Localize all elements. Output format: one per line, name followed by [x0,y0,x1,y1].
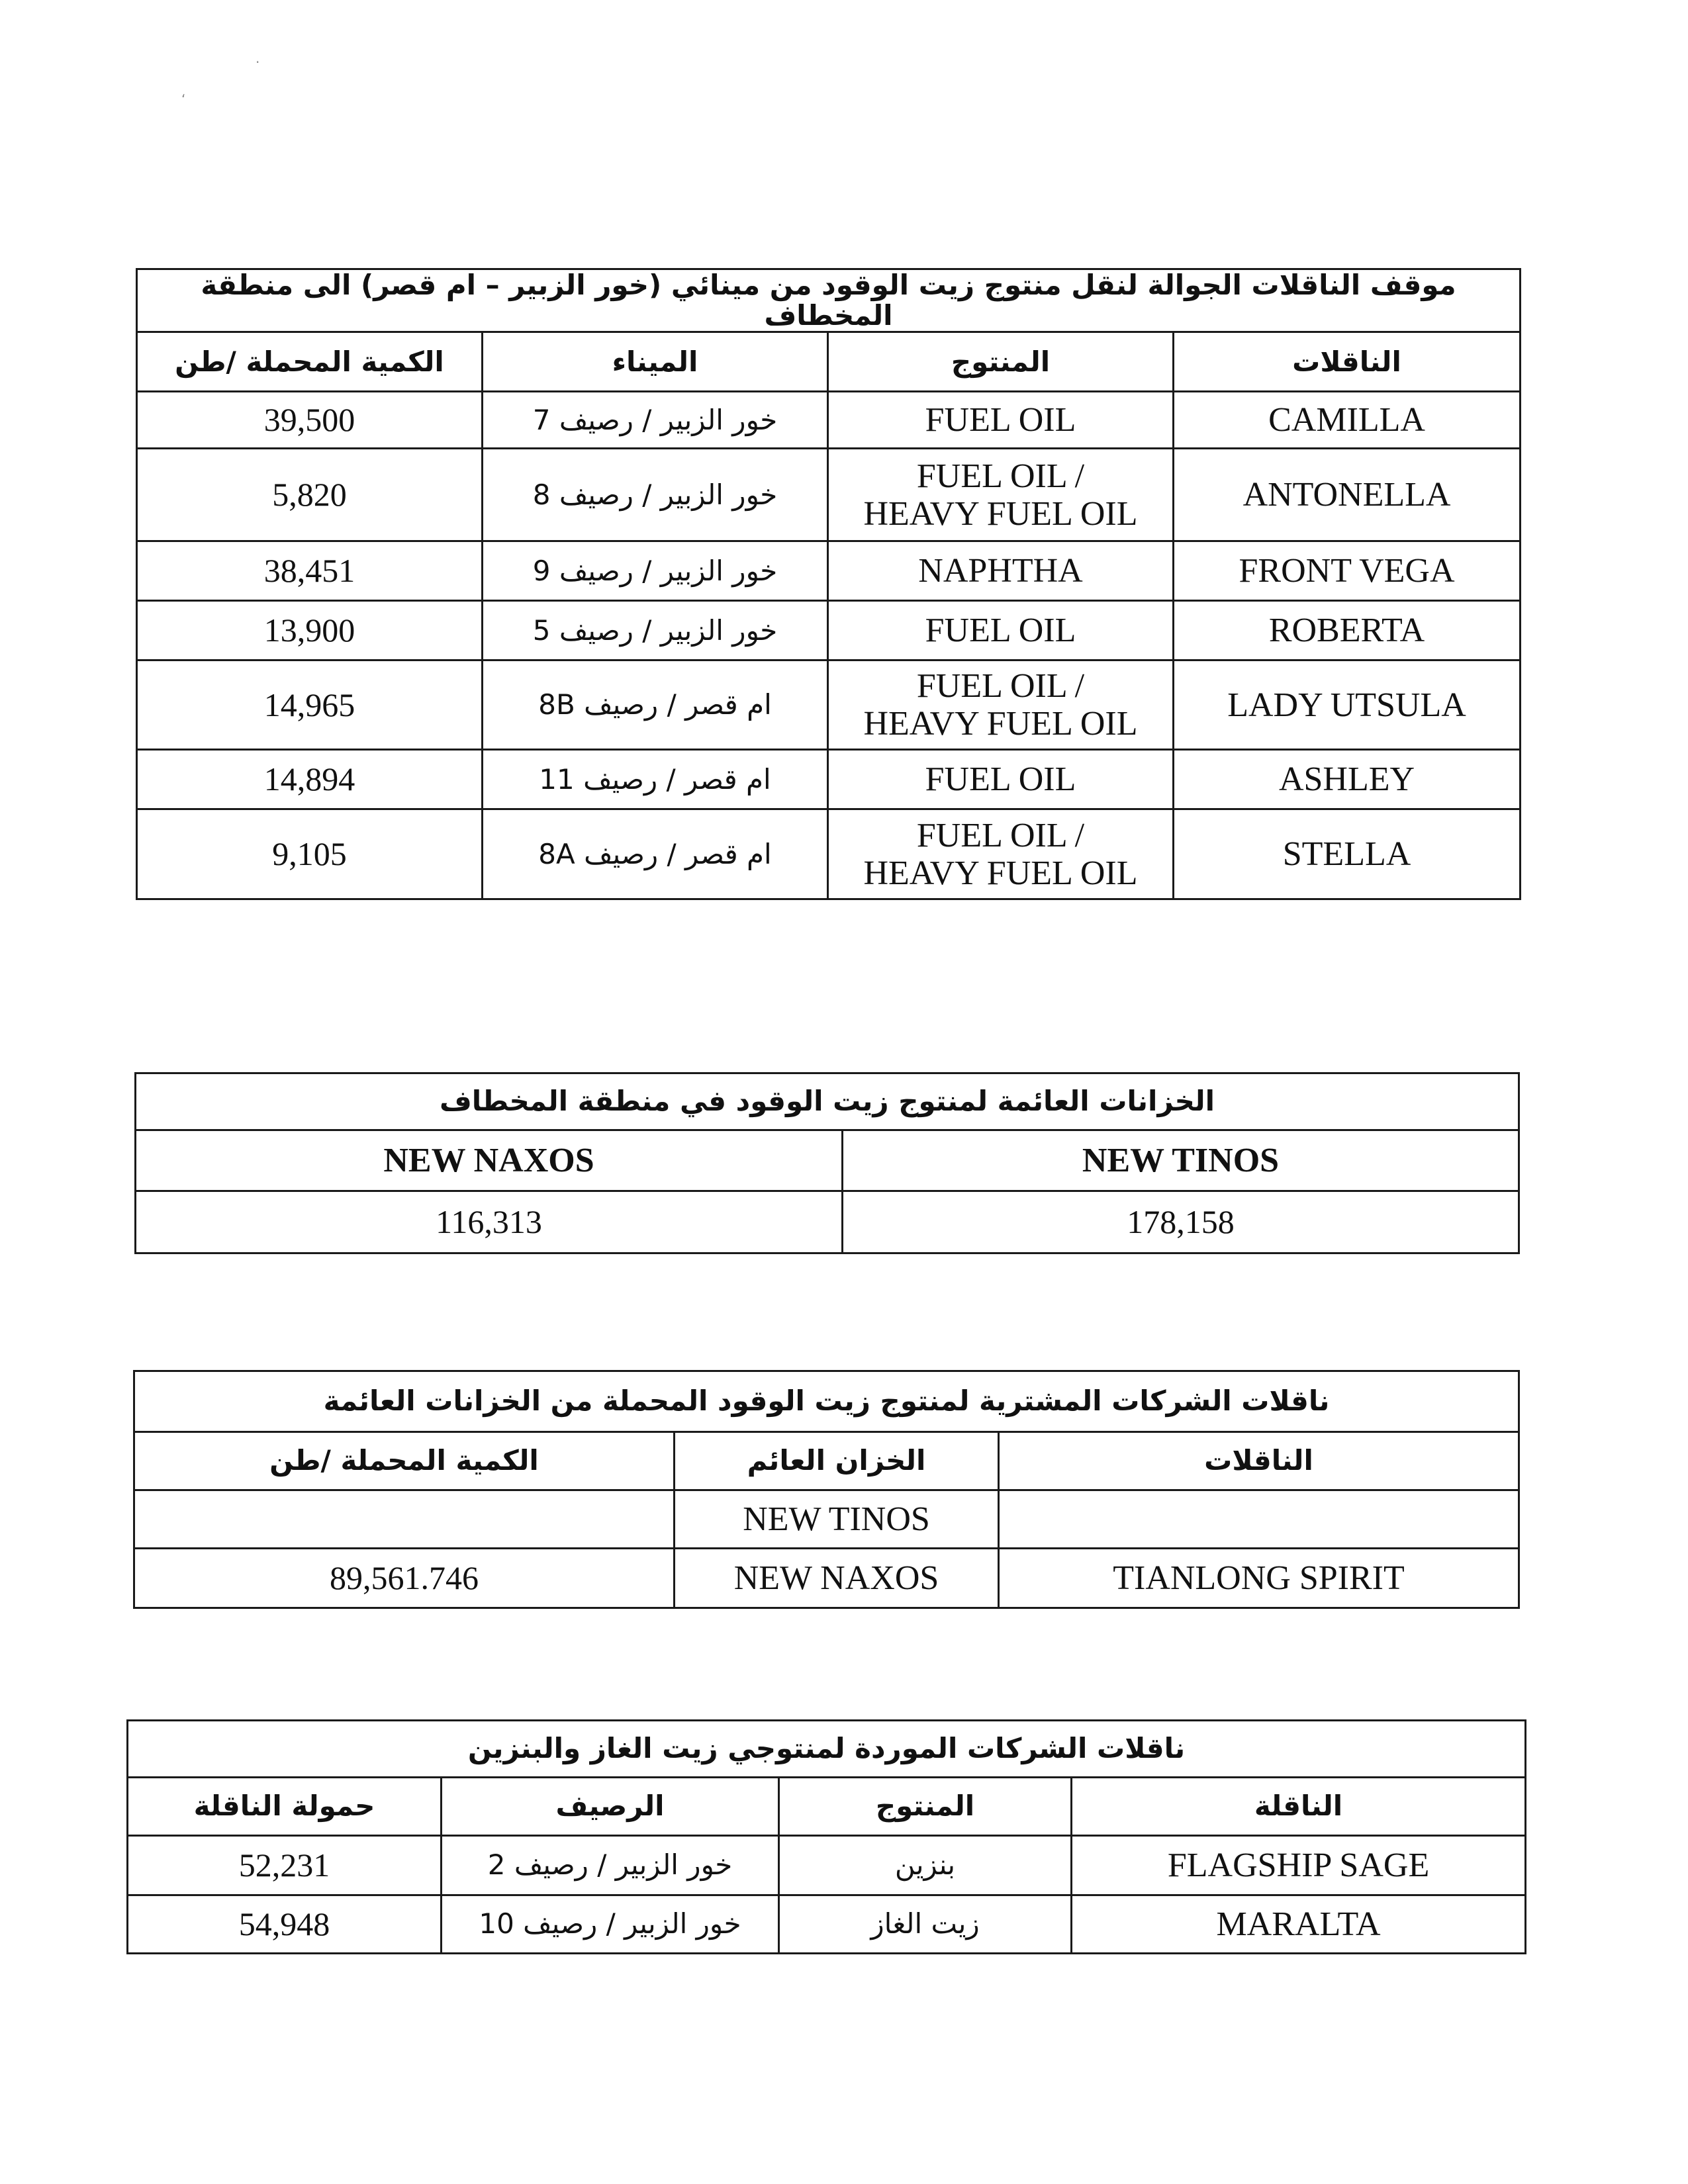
port-cell: ام قصر / رصيف 11 [483,750,828,809]
floating-tank-quantity: 116,313 [136,1191,843,1253]
header-quantity: الكمية المحملة /طن [134,1432,675,1490]
port-cell: خور الزبير / رصيف 9 [483,541,828,601]
header-berth: الرصيف [442,1778,779,1836]
product-line: HEAVY FUEL OIL [863,705,1138,743]
tanker-cell: FRONT VEGA [1174,541,1521,601]
table-row [134,1549,1519,1608]
table-row [137,660,1521,750]
berth-cell: خور الزبير / رصيف 2 [442,1836,779,1895]
product-cell [828,541,1174,601]
quantity-cell: 5,820 [137,449,483,541]
product-line: FUEL OIL / [916,457,1085,495]
port-cell: خور الزبير / رصيف 7 [483,392,828,449]
product-cell [828,809,1174,899]
header-tanker: الناقلة [1072,1778,1526,1836]
table-row [137,541,1521,601]
quantity-cell: 14,965 [137,660,483,750]
berth-cell: خور الزبير / رصيف 10 [442,1895,779,1954]
product-cell [828,392,1174,449]
header-capacity: حمولة الناقلة [128,1778,442,1836]
header-product: المنتوج [779,1778,1072,1836]
tanker-cell: ANTONELLA [1174,449,1521,541]
header-port: الميناء [483,332,828,392]
tanker-cell: FLAGSHIP SAGE [1072,1836,1526,1895]
table-title: موقف الناقلات الجوالة لنقل منتوج زيت الوقود من مينائي (خور الزبير – ام قصر) الى منطقة المخطاف [137,269,1521,332]
tanker-cell: STELLA [1174,809,1521,899]
port-cell: ام قصر / رصيف 8B [483,660,828,750]
table-row [128,1836,1526,1895]
table-row [137,449,1521,541]
tanker-cell: ASHLEY [1174,750,1521,809]
product-line: NAPHTHA [918,552,1083,590]
product-cell [828,449,1174,541]
tanker-cell: MARALTA [1072,1895,1526,1954]
floating-tank-cell: NEW TINOS [675,1490,999,1549]
quantity-cell: 9,105 [137,809,483,899]
table-row [128,1895,1526,1954]
product-line: FUEL OIL [925,401,1076,439]
floating-tank-quantity: 178,158 [843,1191,1519,1253]
table-row [137,750,1521,809]
table-row [137,392,1521,449]
product-cell [828,660,1174,750]
scan-speck: · [256,54,260,70]
quantity-cell [134,1490,675,1549]
table-row [134,1490,1519,1549]
product-line: FUEL OIL / [916,816,1085,854]
product-cell [828,750,1174,809]
quantity-cell: 13,900 [137,601,483,660]
scan-speck: ʻ [181,91,186,107]
tanker-cell [999,1490,1519,1549]
table-title: ناقلات الشركات المشترية لمنتوج زيت الوقود المحملة من الخزانات العائمة [134,1371,1519,1432]
header-quantity: الكمية المحملة /طن [137,332,483,392]
product-cell: بنزين [779,1836,1072,1895]
port-cell: خور الزبير / رصيف 5 [483,601,828,660]
product-cell: زيت الغاز [779,1895,1072,1954]
floating-tank-name: NEW NAXOS [136,1130,843,1191]
header-product: المنتوج [828,332,1174,392]
tanker-cell: ROBERTA [1174,601,1521,660]
quantity-cell: 39,500 [137,392,483,449]
header-tanker: الناقلات [999,1432,1519,1490]
table-row [137,809,1521,899]
product-line: HEAVY FUEL OIL [863,854,1138,892]
header-floating-tank: الخزان العائم [675,1432,999,1490]
product-line: FUEL OIL [925,760,1076,799]
capacity-cell: 52,231 [128,1836,442,1895]
quantity-cell: 89,561.746 [134,1549,675,1608]
supplier-tankers-table [126,1719,1526,1954]
product-line: HEAVY FUEL OIL [863,494,1138,533]
tanker-cell: CAMILLA [1174,392,1521,449]
floating-tank-cell: NEW NAXOS [675,1549,999,1608]
product-cell [828,601,1174,660]
fuel-oil-tankers-table [136,268,1521,900]
table-title: ناقلات الشركات الموردة لمنتوجي زيت الغاز والبنزين [128,1721,1526,1778]
table-row [137,601,1521,660]
capacity-cell: 54,948 [128,1895,442,1954]
tanker-cell: TIANLONG SPIRIT [999,1549,1519,1608]
floating-tank-name: NEW TINOS [843,1130,1519,1191]
tanker-cell: LADY UTSULA [1174,660,1521,750]
table-title: الخزانات العائمة لمنتوج زيت الوقود في منطقة المخطاف [136,1073,1519,1130]
buyer-tankers-table [133,1370,1520,1609]
product-line: FUEL OIL [925,612,1076,650]
quantity-cell: 14,894 [137,750,483,809]
header-tanker: الناقلات [1174,332,1521,392]
port-cell: خور الزبير / رصيف 8 [483,449,828,541]
quantity-cell: 38,451 [137,541,483,601]
port-cell: ام قصر / رصيف 8A [483,809,828,899]
floating-tanks-table [134,1072,1520,1254]
product-line: FUEL OIL / [916,667,1085,705]
